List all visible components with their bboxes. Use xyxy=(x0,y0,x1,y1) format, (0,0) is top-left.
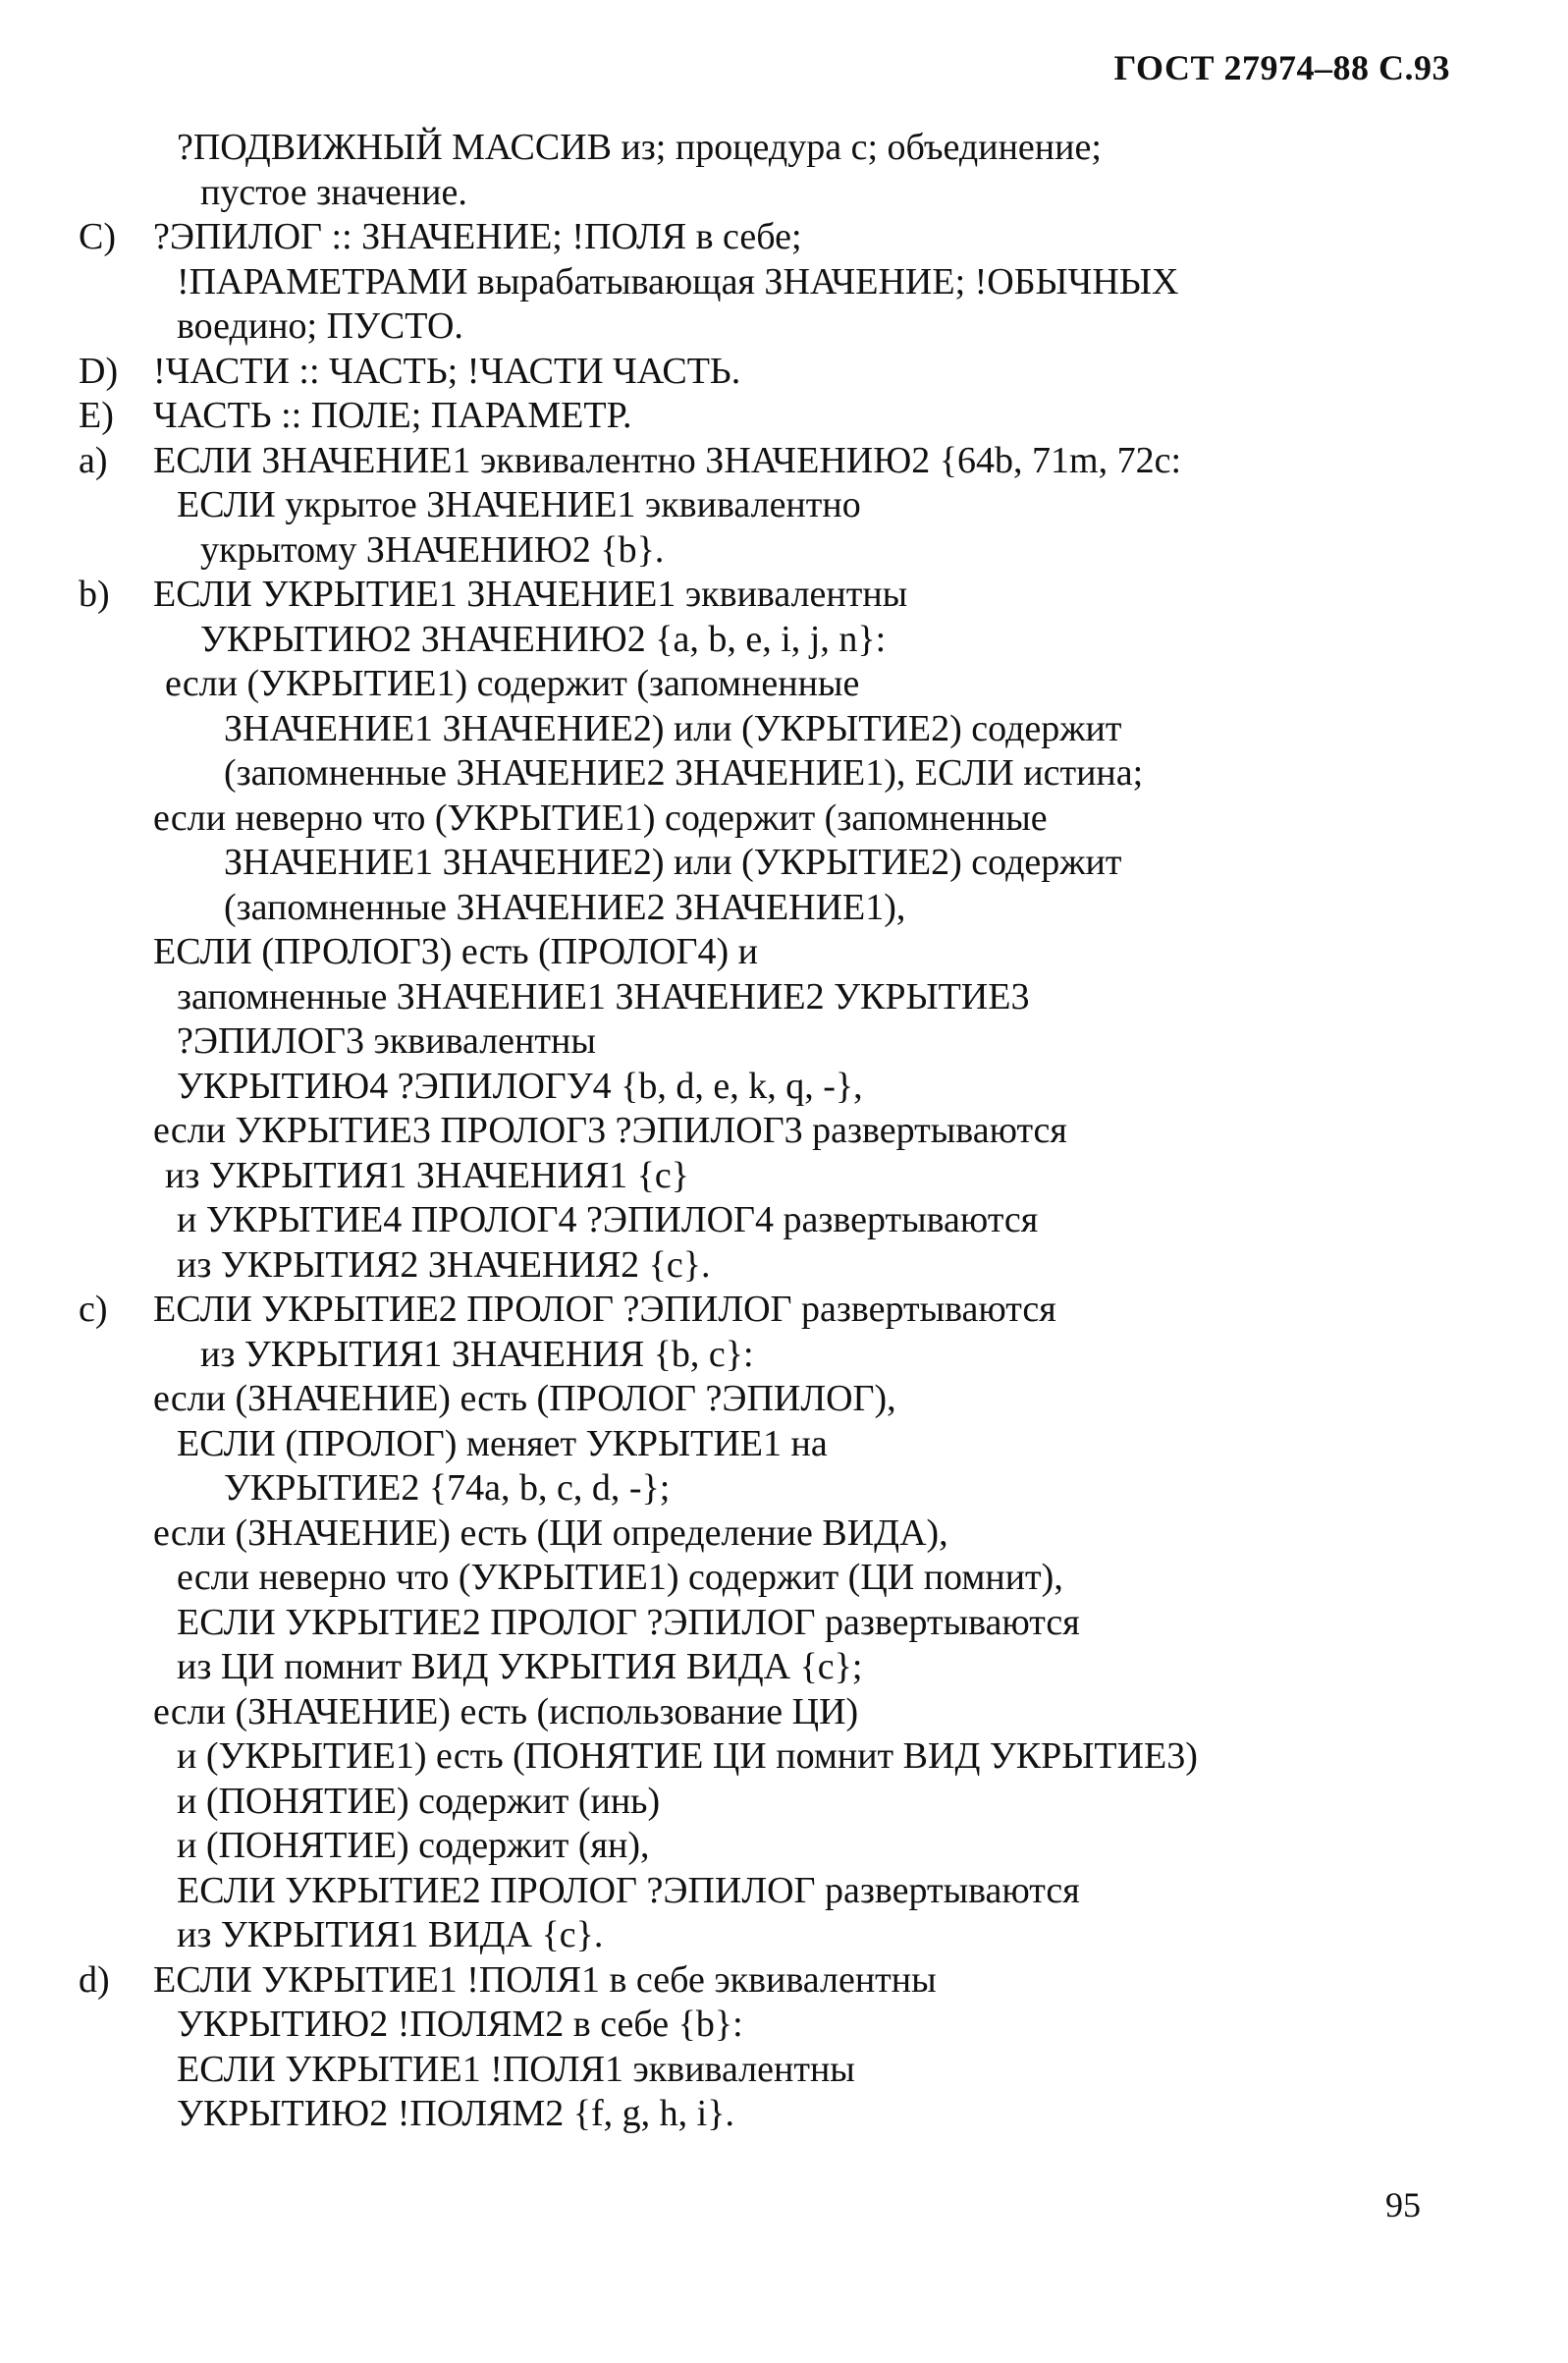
line-text: и (УКРЫТИЕ1) есть (ПОНЯТИЕ ЦИ помнит ВИД УКРЫТИЕ3) xyxy=(177,1735,1198,1777)
line-text: !ЧАСТИ :: ЧАСТЬ; !ЧАСТИ ЧАСТЬ. xyxy=(153,350,741,392)
line-text: (запомненные ЗНАЧЕНИЕ2 ЗНАЧЕНИЕ1), xyxy=(224,886,906,928)
line-text: ЕСЛИ (ПРОЛОГ) меняет УКРЫТИЕ1 на xyxy=(177,1422,828,1464)
line-text: запомненные ЗНАЧЕНИЕ1 ЗНАЧЕНИЕ2 УКРЫТИЕ3 xyxy=(177,975,1030,1017)
text-line xyxy=(79,215,1483,260)
text-line xyxy=(79,171,1483,216)
text-line xyxy=(79,797,1483,842)
line-text: если (ЗНАЧЕНИЕ) есть (использование ЦИ) xyxy=(153,1690,859,1732)
text-line xyxy=(79,1288,1483,1333)
item-label: b) xyxy=(79,574,110,615)
line-text: УКРЫТИЕ2 {74a, b, c, d, -}; xyxy=(224,1467,671,1509)
document-body xyxy=(79,126,1483,2137)
line-text: если неверно что (УКРЫТИЕ1) содержит (запомненные xyxy=(153,797,1048,839)
line-text: если неверно что (УКРЫТИЕ1) содержит (ЦИ помнит), xyxy=(177,1557,1063,1598)
item-label: E) xyxy=(79,395,114,436)
text-line xyxy=(79,1333,1483,1378)
text-line xyxy=(79,1109,1483,1154)
line-text: ЕСЛИ УКРЫТИЕ1 !ПОЛЯ1 эквивалентны xyxy=(177,2048,855,2090)
text-line xyxy=(79,1645,1483,1690)
line-text: УКРЫТИЮ2 !ПОЛЯМ2 {f, g, h, i}. xyxy=(177,2093,734,2134)
line-text: воедино; ПУСТО. xyxy=(177,305,463,347)
line-text: (запомненные ЗНАЧЕНИЕ2 ЗНАЧЕНИЕ1), ЕСЛИ истина; xyxy=(224,752,1144,794)
line-text: ЕСЛИ УКРЫТИЕ2 ПРОЛОГ ?ЭПИЛОГ развертываются xyxy=(153,1289,1056,1330)
line-text: ЧАСТЬ :: ПОЛЕ; ПАРАМЕТР. xyxy=(153,395,632,436)
text-line xyxy=(79,1556,1483,1601)
text-line xyxy=(79,1601,1483,1646)
line-text: ЕСЛИ УКРЫТИЕ2 ПРОЛОГ ?ЭПИЛОГ развертываются xyxy=(177,1869,1080,1911)
text-line xyxy=(79,2048,1483,2093)
line-text: ЕСЛИ ЗНАЧЕНИЕ1 эквивалентно ЗНАЧЕНИЮ2 {64b, 71m, 72c: xyxy=(153,439,1182,481)
line-text: УКРЫТИЮ2 ЗНАЧЕНИЮ2 {a, b, e, i, j, n}: xyxy=(200,618,887,660)
text-line xyxy=(79,2003,1483,2048)
text-line xyxy=(79,1913,1483,1958)
text-line xyxy=(79,350,1483,395)
line-text: если (УКРЫТИЕ1) содержит (запомненные xyxy=(165,663,860,704)
line-text: УКРЫТИЮ4 ?ЭПИЛОГУ4 {b, d, e, k, q, -}, xyxy=(177,1065,863,1107)
text-line xyxy=(79,618,1483,663)
text-line xyxy=(79,126,1483,171)
text-line xyxy=(79,1019,1483,1065)
page-number: 95 xyxy=(1385,2185,1421,2225)
line-text: если (ЗНАЧЕНИЕ) есть (ПРОЛОГ ?ЭПИЛОГ), xyxy=(153,1378,896,1419)
text-line xyxy=(79,751,1483,797)
line-text: ?ЭПИЛОГ3 эквивалентны xyxy=(177,1020,596,1062)
text-line xyxy=(79,975,1483,1020)
line-text: и УКРЫТИЕ4 ПРОЛОГ4 ?ЭПИЛОГ4 развертываются xyxy=(177,1199,1039,1240)
text-line xyxy=(79,1377,1483,1422)
item-label: c) xyxy=(79,1289,108,1330)
text-line xyxy=(79,1466,1483,1511)
line-text: из УКРЫТИЯ1 ЗНАЧЕНИЯ {b, c}: xyxy=(200,1333,754,1375)
item-label: d) xyxy=(79,1958,110,2001)
text-line xyxy=(79,528,1483,574)
line-text: ЕСЛИ УКРЫТИЕ2 ПРОЛОГ ?ЭПИЛОГ развертываются xyxy=(177,1601,1080,1643)
text-line xyxy=(79,1511,1483,1557)
item-label: D) xyxy=(79,350,119,392)
text-line xyxy=(79,1958,1483,2004)
text-line xyxy=(79,886,1483,931)
item-label: С) xyxy=(79,216,116,257)
text-line xyxy=(79,573,1483,618)
text-line xyxy=(79,1869,1483,1914)
text-line xyxy=(79,1198,1483,1243)
text-line xyxy=(79,1690,1483,1735)
line-text: ЗНАЧЕНИЕ1 ЗНАЧЕНИЕ2) или (УКРЫТИЕ2) содержит xyxy=(224,707,1122,749)
line-text: если (ЗНАЧЕНИЕ) есть (ЦИ определение ВИДА), xyxy=(153,1511,948,1554)
text-line xyxy=(79,304,1483,350)
line-text: из УКРЫТИЯ1 ВИДА {c}. xyxy=(177,1914,604,1955)
line-text: если УКРЫТИЕ3 ПРОЛОГ3 ?ЭПИЛОГ3 развертываются xyxy=(153,1110,1067,1151)
text-line xyxy=(79,1154,1483,1199)
text-line xyxy=(79,1734,1483,1780)
text-line xyxy=(79,662,1483,707)
text-line xyxy=(79,394,1483,439)
line-text: и (ПОНЯТИЕ) содержит (инь) xyxy=(177,1780,661,1822)
line-text: ЕСЛИ УКРЫТИЕ1 !ПОЛЯ1 в себе эквивалентны xyxy=(153,1958,937,2001)
page-header: ГОСТ 27974–88 С.93 xyxy=(1113,48,1450,87)
line-text: ?ЭПИЛОГ :: ЗНАЧЕНИЕ; !ПОЛЯ в себе; xyxy=(153,216,802,257)
line-text: из УКРЫТИЯ2 ЗНАЧЕНИЯ2 {c}. xyxy=(177,1243,711,1286)
text-line xyxy=(79,1065,1483,1110)
line-text: пустое значение. xyxy=(200,171,467,213)
line-text: из УКРЫТИЯ1 ЗНАЧЕНИЯ1 {c} xyxy=(165,1154,690,1196)
text-line xyxy=(79,1422,1483,1467)
item-label: a) xyxy=(79,439,108,481)
text-line xyxy=(79,1824,1483,1869)
line-text: ?ПОДВИЖНЫЙ МАССИВ из; процедура с; объединение; xyxy=(177,127,1102,168)
text-line xyxy=(79,707,1483,752)
text-line xyxy=(79,483,1483,528)
text-line xyxy=(79,439,1483,484)
text-line xyxy=(79,260,1483,305)
text-line xyxy=(79,2092,1483,2137)
text-line xyxy=(79,930,1483,975)
line-text: укрытому ЗНАЧЕНИЮ2 {b}. xyxy=(200,528,665,571)
line-text: и (ПОНЯТИЕ) содержит (ян), xyxy=(177,1825,650,1866)
line-text: ЕСЛИ УКРЫТИЕ1 ЗНАЧЕНИЕ1 эквивалентны xyxy=(153,574,908,615)
line-text: УКРЫТИЮ2 !ПОЛЯМ2 в себе {b}: xyxy=(177,2004,743,2045)
text-line xyxy=(79,1780,1483,1825)
text-line xyxy=(79,1243,1483,1289)
line-text: !ПАРАМЕТРАМИ вырабатывающая ЗНАЧЕНИЕ; !ОБЫЧНЫХ xyxy=(177,260,1179,302)
line-text: из ЦИ помнит ВИД УКРЫТИЯ ВИДА {c}; xyxy=(177,1646,863,1687)
text-line xyxy=(79,841,1483,886)
line-text: ЕСЛИ (ПРОЛОГ3) есть (ПРОЛОГ4) и xyxy=(153,931,758,972)
line-text: ЗНАЧЕНИЕ1 ЗНАЧЕНИЕ2) или (УКРЫТИЕ2) содержит xyxy=(224,842,1122,883)
line-text: ЕСЛИ укрытое ЗНАЧЕНИЕ1 эквивалентно xyxy=(177,484,861,525)
